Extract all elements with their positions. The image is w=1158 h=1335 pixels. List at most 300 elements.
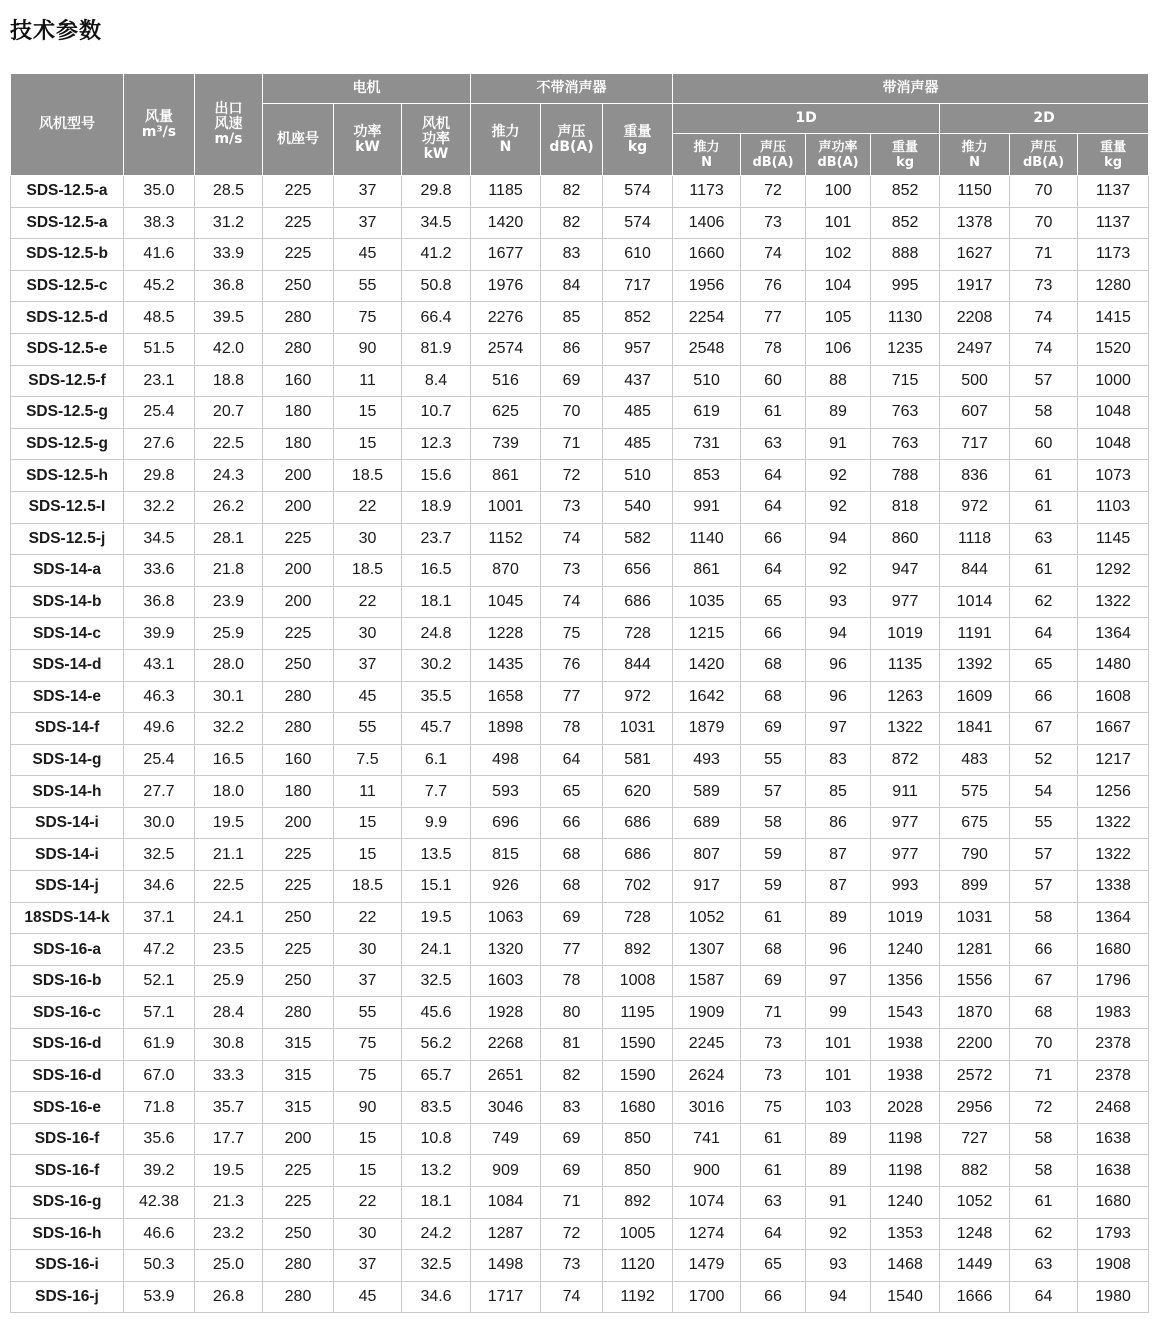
cell-ns-sound-pressure: 73: [541, 491, 603, 523]
cell-motor-power: 15: [334, 397, 402, 429]
cell-2d-thrust: 1666: [940, 1281, 1010, 1313]
table-row: [11, 902, 1149, 934]
cell-ns-sound-pressure: 82: [541, 207, 603, 239]
cell-airflow: 33.6: [124, 555, 195, 587]
cell-1d-weight: 852: [871, 207, 940, 239]
cell-1d-sound-power: 104: [806, 270, 871, 302]
cell-ns-thrust: 1084: [471, 1187, 541, 1219]
cell-motor-power: 55: [334, 270, 402, 302]
cell-outlet-speed: 19.5: [195, 1155, 263, 1187]
header-outlet-speed-unit: m/s: [214, 131, 243, 147]
cell-1d-sound-power: 92: [806, 460, 871, 492]
cell-2d-sound-pressure: 62: [1010, 586, 1078, 618]
cell-1d-sound-pressure: 69: [741, 965, 806, 997]
cell-1d-sound-pressure: 68: [741, 681, 806, 713]
cell-1d-sound-power: 96: [806, 934, 871, 966]
header-outlet-speed: [195, 74, 263, 176]
cell-ns-sound-pressure: 66: [541, 807, 603, 839]
cell-2d-weight: 1980: [1078, 1281, 1149, 1313]
cell-1d-weight: 1235: [871, 333, 940, 365]
cell-1d-thrust: 1035: [673, 586, 741, 618]
cell-2d-weight: 1000: [1078, 365, 1149, 397]
cell-ns-sound-pressure: 83: [541, 1092, 603, 1124]
cell-motor-frame: 225: [263, 618, 334, 650]
header-ns-sound-pressure-unit: dB(A): [549, 138, 594, 155]
cell-fan-power: 81.9: [402, 333, 471, 365]
cell-outlet-speed: 24.3: [195, 460, 263, 492]
cell-1d-weight: 911: [871, 776, 940, 808]
cell-1d-weight: 872: [871, 744, 940, 776]
table-row: [11, 807, 1149, 839]
cell-1d-sound-power: 91: [806, 428, 871, 460]
cell-ns-sound-pressure: 72: [541, 460, 603, 492]
cell-2d-sound-pressure: 55: [1010, 807, 1078, 839]
cell-1d-sound-pressure: 64: [741, 555, 806, 587]
cell-1d-weight: 993: [871, 871, 940, 903]
spec-table: [10, 73, 1149, 1313]
cell-fan-power: 13.5: [402, 839, 471, 871]
cell-outlet-speed: 36.8: [195, 270, 263, 302]
cell-2d-weight: 1793: [1078, 1218, 1149, 1250]
cell-1d-thrust: 1406: [673, 207, 741, 239]
table-row: [11, 965, 1149, 997]
cell-motor-frame: 280: [263, 1281, 334, 1313]
cell-2d-sound-pressure: 63: [1010, 523, 1078, 555]
cell-motor-power: 22: [334, 1187, 402, 1219]
cell-ns-sound-pressure: 74: [541, 523, 603, 555]
cell-ns-thrust: 1228: [471, 618, 541, 650]
table-row: [11, 428, 1149, 460]
cell-1d-sound-power: 92: [806, 491, 871, 523]
cell-1d-sound-pressure: 73: [741, 1029, 806, 1061]
cell-airflow: 27.6: [124, 428, 195, 460]
cell-outlet-speed: 25.0: [195, 1250, 263, 1282]
cell-2d-weight: 1137: [1078, 176, 1149, 208]
cell-1d-thrust: 510: [673, 365, 741, 397]
cell-model: SDS-14-f: [11, 713, 124, 745]
cell-1d-sound-power: 96: [806, 649, 871, 681]
cell-1d-thrust: 2245: [673, 1029, 741, 1061]
header-1d-sound-power-unit: dB(A): [817, 154, 859, 170]
cell-outlet-speed: 16.5: [195, 744, 263, 776]
cell-ns-weight: 972: [603, 681, 673, 713]
cell-ns-sound-pressure: 69: [541, 1155, 603, 1187]
cell-ns-sound-pressure: 75: [541, 618, 603, 650]
cell-2d-thrust: 607: [940, 397, 1010, 429]
cell-2d-weight: 1338: [1078, 871, 1149, 903]
cell-motor-power: 30: [334, 934, 402, 966]
cell-airflow: 25.4: [124, 744, 195, 776]
cell-ns-weight: 1031: [603, 713, 673, 745]
cell-fan-power: 41.2: [402, 239, 471, 271]
header-model: 风机型号: [11, 74, 124, 176]
cell-ns-weight: 485: [603, 428, 673, 460]
cell-2d-sound-pressure: 61: [1010, 555, 1078, 587]
cell-outlet-speed: 21.1: [195, 839, 263, 871]
cell-fan-power: 24.1: [402, 934, 471, 966]
cell-motor-power: 75: [334, 1029, 402, 1061]
cell-motor-frame: 180: [263, 428, 334, 460]
cell-motor-frame: 225: [263, 1187, 334, 1219]
cell-1d-weight: 1135: [871, 649, 940, 681]
cell-1d-sound-pressure: 73: [741, 207, 806, 239]
cell-fan-power: 18.9: [402, 491, 471, 523]
cell-motor-frame: 280: [263, 997, 334, 1029]
table-row: [11, 934, 1149, 966]
cell-motor-power: 15: [334, 1155, 402, 1187]
cell-1d-thrust: 807: [673, 839, 741, 871]
cell-2d-sound-pressure: 74: [1010, 333, 1078, 365]
cell-motor-power: 45: [334, 681, 402, 713]
cell-model: SDS-14-i: [11, 807, 124, 839]
cell-motor-frame: 250: [263, 270, 334, 302]
cell-motor-frame: 225: [263, 871, 334, 903]
cell-ns-sound-pressure: 76: [541, 649, 603, 681]
cell-1d-sound-power: 99: [806, 997, 871, 1029]
cell-2d-thrust: 790: [940, 839, 1010, 871]
cell-1d-sound-pressure: 55: [741, 744, 806, 776]
cell-airflow: 47.2: [124, 934, 195, 966]
header-1d-thrust-label: 推力: [693, 139, 720, 155]
cell-1d-thrust: 493: [673, 744, 741, 776]
cell-1d-weight: 977: [871, 807, 940, 839]
cell-ns-sound-pressure: 74: [541, 1281, 603, 1313]
cell-motor-frame: 250: [263, 965, 334, 997]
cell-ns-thrust: 1603: [471, 965, 541, 997]
table-row: [11, 1218, 1149, 1250]
cell-1d-weight: 1938: [871, 1060, 940, 1092]
cell-ns-thrust: 739: [471, 428, 541, 460]
cell-1d-sound-pressure: 58: [741, 807, 806, 839]
cell-ns-thrust: 1287: [471, 1218, 541, 1250]
cell-1d-weight: 977: [871, 839, 940, 871]
cell-1d-sound-power: 93: [806, 586, 871, 618]
cell-motor-frame: 250: [263, 902, 334, 934]
cell-2d-weight: 1217: [1078, 744, 1149, 776]
cell-1d-weight: 1198: [871, 1155, 940, 1187]
cell-ns-weight: 686: [603, 839, 673, 871]
cell-motor-frame: 315: [263, 1029, 334, 1061]
cell-motor-power: 15: [334, 428, 402, 460]
cell-outlet-speed: 39.5: [195, 302, 263, 334]
cell-2d-thrust: 2572: [940, 1060, 1010, 1092]
cell-2d-weight: 1137: [1078, 207, 1149, 239]
cell-motor-power: 11: [334, 776, 402, 808]
cell-2d-thrust: 1841: [940, 713, 1010, 745]
cell-outlet-speed: 24.1: [195, 902, 263, 934]
cell-ns-weight: 620: [603, 776, 673, 808]
cell-airflow: 34.5: [124, 523, 195, 555]
cell-motor-frame: 250: [263, 649, 334, 681]
table-row: [11, 586, 1149, 618]
header-ns-sound-pressure-label: 声压: [557, 123, 586, 140]
cell-ns-sound-pressure: 74: [541, 586, 603, 618]
cell-1d-sound-pressure: 61: [741, 397, 806, 429]
table-row: [11, 365, 1149, 397]
cell-ns-sound-pressure: 78: [541, 713, 603, 745]
cell-2d-weight: 1322: [1078, 807, 1149, 839]
cell-model: SDS-14-h: [11, 776, 124, 808]
cell-airflow: 46.6: [124, 1218, 195, 1250]
cell-2d-thrust: 972: [940, 491, 1010, 523]
cell-motor-power: 45: [334, 1281, 402, 1313]
cell-model: SDS-12.5-a: [11, 176, 124, 208]
header-motor-frame: 机座号: [263, 104, 334, 176]
cell-model: SDS-12.5-d: [11, 302, 124, 334]
table-row: [11, 523, 1149, 555]
header-airflow: [124, 74, 195, 176]
table-body: [11, 176, 1149, 1313]
cell-airflow: 50.3: [124, 1250, 195, 1282]
table-header: [11, 74, 1149, 176]
header-2d-sound-pressure-label: 声压: [1030, 139, 1057, 155]
cell-2d-thrust: 882: [940, 1155, 1010, 1187]
cell-ns-thrust: 1063: [471, 902, 541, 934]
cell-model: SDS-12.5-j: [11, 523, 124, 555]
cell-2d-sound-pressure: 62: [1010, 1218, 1078, 1250]
cell-ns-weight: 728: [603, 618, 673, 650]
cell-2d-weight: 1680: [1078, 934, 1149, 966]
header-1d-weight-label: 重量: [892, 139, 919, 155]
cell-airflow: 46.3: [124, 681, 195, 713]
cell-1d-thrust: 1307: [673, 934, 741, 966]
cell-outlet-speed: 17.7: [195, 1123, 263, 1155]
cell-ns-sound-pressure: 70: [541, 397, 603, 429]
cell-2d-sound-pressure: 52: [1010, 744, 1078, 776]
cell-airflow: 39.2: [124, 1155, 195, 1187]
cell-motor-frame: 225: [263, 176, 334, 208]
cell-2d-sound-pressure: 72: [1010, 1092, 1078, 1124]
cell-model: SDS-14-g: [11, 744, 124, 776]
cell-1d-weight: 860: [871, 523, 940, 555]
cell-ns-weight: 574: [603, 207, 673, 239]
cell-model: 18SDS-14-k: [11, 902, 124, 934]
cell-airflow: 27.7: [124, 776, 195, 808]
cell-1d-sound-power: 89: [806, 902, 871, 934]
cell-ns-sound-pressure: 77: [541, 934, 603, 966]
cell-outlet-speed: 26.2: [195, 491, 263, 523]
cell-ns-thrust: 1677: [471, 239, 541, 271]
cell-motor-power: 37: [334, 1250, 402, 1282]
table-row: [11, 776, 1149, 808]
cell-2d-sound-pressure: 61: [1010, 460, 1078, 492]
cell-ns-sound-pressure: 85: [541, 302, 603, 334]
cell-outlet-speed: 21.8: [195, 555, 263, 587]
cell-2d-sound-pressure: 58: [1010, 902, 1078, 934]
cell-1d-sound-pressure: 66: [741, 1281, 806, 1313]
cell-motor-frame: 280: [263, 333, 334, 365]
cell-1d-thrust: 1274: [673, 1218, 741, 1250]
cell-model: SDS-16-a: [11, 934, 124, 966]
cell-motor-power: 22: [334, 902, 402, 934]
cell-airflow: 32.5: [124, 839, 195, 871]
cell-ns-sound-pressure: 73: [541, 1250, 603, 1282]
cell-1d-sound-pressure: 66: [741, 618, 806, 650]
cell-1d-sound-pressure: 77: [741, 302, 806, 334]
cell-fan-power: 10.8: [402, 1123, 471, 1155]
cell-ns-sound-pressure: 68: [541, 839, 603, 871]
cell-ns-sound-pressure: 77: [541, 681, 603, 713]
cell-motor-power: 75: [334, 1060, 402, 1092]
cell-1d-sound-pressure: 71: [741, 997, 806, 1029]
cell-2d-thrust: 2208: [940, 302, 1010, 334]
cell-1d-thrust: 1479: [673, 1250, 741, 1282]
table-row: [11, 1029, 1149, 1061]
cell-motor-frame: 225: [263, 934, 334, 966]
cell-2d-thrust: 500: [940, 365, 1010, 397]
cell-motor-frame: 225: [263, 523, 334, 555]
cell-ns-sound-pressure: 86: [541, 333, 603, 365]
cell-airflow: 32.2: [124, 491, 195, 523]
cell-model: SDS-12.5-g: [11, 428, 124, 460]
cell-1d-weight: 1019: [871, 618, 940, 650]
cell-1d-sound-pressure: 74: [741, 239, 806, 271]
cell-ns-sound-pressure: 69: [541, 1123, 603, 1155]
cell-outlet-speed: 28.4: [195, 997, 263, 1029]
cell-motor-frame: 200: [263, 807, 334, 839]
cell-2d-weight: 2468: [1078, 1092, 1149, 1124]
header-1d-sound-pressure: [741, 134, 806, 176]
header-outlet-speed-line1: 出口: [214, 101, 243, 117]
cell-model: SDS-16-d: [11, 1029, 124, 1061]
cell-fan-power: 7.7: [402, 776, 471, 808]
cell-1d-thrust: 731: [673, 428, 741, 460]
cell-1d-weight: 715: [871, 365, 940, 397]
cell-ns-sound-pressure: 84: [541, 270, 603, 302]
cell-2d-sound-pressure: 57: [1010, 871, 1078, 903]
cell-1d-weight: 1356: [871, 965, 940, 997]
cell-ns-thrust: 1320: [471, 934, 541, 966]
cell-1d-sound-power: 96: [806, 681, 871, 713]
cell-2d-thrust: 1392: [940, 649, 1010, 681]
table-row: [11, 176, 1149, 208]
cell-motor-frame: 280: [263, 713, 334, 745]
cell-motor-power: 37: [334, 176, 402, 208]
cell-motor-power: 45: [334, 239, 402, 271]
header-ns-weight: [603, 104, 673, 176]
cell-ns-sound-pressure: 71: [541, 1187, 603, 1219]
cell-2d-weight: 1103: [1078, 491, 1149, 523]
cell-1d-sound-power: 94: [806, 618, 871, 650]
cell-outlet-speed: 26.8: [195, 1281, 263, 1313]
table-row: [11, 397, 1149, 429]
header-ns-thrust-label: 推力: [491, 123, 520, 140]
cell-2d-thrust: 1150: [940, 176, 1010, 208]
cell-motor-power: 15: [334, 839, 402, 871]
cell-ns-thrust: 909: [471, 1155, 541, 1187]
cell-ns-thrust: 1717: [471, 1281, 541, 1313]
cell-model: SDS-12.5-f: [11, 365, 124, 397]
header-2d-sound-pressure: [1010, 134, 1078, 176]
table-row: [11, 649, 1149, 681]
header-2d-weight: [1078, 134, 1149, 176]
cell-ns-sound-pressure: 65: [541, 776, 603, 808]
cell-ns-weight: 485: [603, 397, 673, 429]
cell-1d-sound-power: 101: [806, 1060, 871, 1092]
cell-outlet-speed: 28.5: [195, 176, 263, 208]
cell-ns-thrust: 1898: [471, 713, 541, 745]
cell-ns-thrust: 2651: [471, 1060, 541, 1092]
cell-airflow: 45.2: [124, 270, 195, 302]
cell-1d-sound-pressure: 65: [741, 1250, 806, 1282]
cell-1d-sound-power: 92: [806, 555, 871, 587]
cell-ns-thrust: 1001: [471, 491, 541, 523]
cell-outlet-speed: 18.8: [195, 365, 263, 397]
cell-1d-weight: 1198: [871, 1123, 940, 1155]
cell-motor-power: 30: [334, 1218, 402, 1250]
table-row: [11, 1281, 1149, 1313]
cell-ns-weight: 717: [603, 270, 673, 302]
cell-2d-sound-pressure: 57: [1010, 365, 1078, 397]
cell-model: SDS-14-d: [11, 649, 124, 681]
header-1d-weight: [871, 134, 940, 176]
cell-outlet-speed: 22.5: [195, 428, 263, 460]
cell-1d-sound-pressure: 72: [741, 176, 806, 208]
cell-2d-thrust: 1248: [940, 1218, 1010, 1250]
cell-ns-thrust: 1658: [471, 681, 541, 713]
cell-2d-thrust: 727: [940, 1123, 1010, 1155]
cell-ns-weight: 892: [603, 1187, 673, 1219]
header-2d-weight-label: 重量: [1100, 139, 1127, 155]
cell-1d-thrust: 619: [673, 397, 741, 429]
cell-fan-power: 18.1: [402, 1187, 471, 1219]
cell-fan-power: 24.2: [402, 1218, 471, 1250]
cell-2d-thrust: 675: [940, 807, 1010, 839]
cell-airflow: 51.5: [124, 333, 195, 365]
cell-ns-thrust: 1498: [471, 1250, 541, 1282]
cell-1d-thrust: 689: [673, 807, 741, 839]
header-motor-power-unit: kW: [355, 138, 380, 155]
cell-fan-power: 56.2: [402, 1029, 471, 1061]
cell-ns-sound-pressure: 73: [541, 555, 603, 587]
cell-ns-thrust: 1045: [471, 586, 541, 618]
cell-1d-thrust: 853: [673, 460, 741, 492]
cell-1d-sound-pressure: 65: [741, 586, 806, 618]
cell-motor-power: 90: [334, 333, 402, 365]
cell-motor-frame: 225: [263, 207, 334, 239]
cell-2d-thrust: 2497: [940, 333, 1010, 365]
table-row: [11, 333, 1149, 365]
cell-airflow: 57.1: [124, 997, 195, 1029]
cell-ns-thrust: 593: [471, 776, 541, 808]
cell-2d-thrust: 1378: [940, 207, 1010, 239]
cell-outlet-speed: 30.1: [195, 681, 263, 713]
cell-fan-power: 34.6: [402, 1281, 471, 1313]
cell-airflow: 53.9: [124, 1281, 195, 1313]
header-motor: 电机: [263, 74, 471, 104]
cell-ns-weight: 728: [603, 902, 673, 934]
cell-2d-sound-pressure: 64: [1010, 618, 1078, 650]
header-motor-power: [334, 104, 402, 176]
table-row: [11, 744, 1149, 776]
cell-2d-thrust: 717: [940, 428, 1010, 460]
cell-motor-frame: 280: [263, 681, 334, 713]
cell-2d-thrust: 844: [940, 555, 1010, 587]
cell-motor-power: 30: [334, 523, 402, 555]
cell-1d-thrust: 3016: [673, 1092, 741, 1124]
cell-airflow: 23.1: [124, 365, 195, 397]
cell-airflow: 36.8: [124, 586, 195, 618]
cell-motor-frame: 200: [263, 555, 334, 587]
cell-1d-sound-power: 101: [806, 1029, 871, 1061]
header-no-silencer: 不带消声器: [471, 74, 673, 104]
cell-2d-weight: 1322: [1078, 839, 1149, 871]
table-row: [11, 713, 1149, 745]
cell-2d-sound-pressure: 57: [1010, 839, 1078, 871]
cell-ns-thrust: 861: [471, 460, 541, 492]
cell-ns-weight: 892: [603, 934, 673, 966]
cell-fan-power: 9.9: [402, 807, 471, 839]
